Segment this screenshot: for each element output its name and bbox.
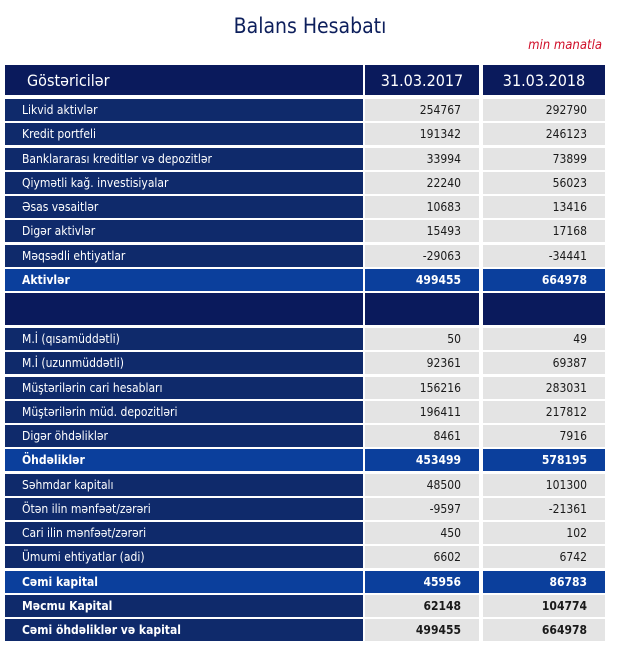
value-2018: 17168 — [483, 220, 605, 242]
table-row — [5, 522, 605, 544]
value-2017: 15493 — [365, 220, 479, 242]
row-label: Cəmi öhdəliklər və kapital — [5, 619, 363, 641]
value-2018: 664978 — [483, 619, 605, 641]
row-label: Ötən ilin mənfəət/zərəri — [5, 498, 363, 520]
value-2018: 56023 — [483, 172, 605, 194]
value-2018: 283031 — [483, 377, 605, 399]
value-2018: 217812 — [483, 401, 605, 423]
row-label: Öhdəliklər — [5, 449, 363, 471]
header-date-2017: 31.03.2017 — [365, 65, 479, 95]
value-2018: 86783 — [483, 571, 605, 593]
table-row — [5, 269, 605, 291]
value-2017: 156216 — [365, 377, 479, 399]
table-row — [5, 377, 605, 399]
page-title: Balans Hesabatı — [233, 14, 387, 38]
value-2017: 499455 — [365, 269, 479, 291]
row-label: Məqsədli ehtiyatlar — [5, 245, 363, 267]
value-2017: 48500 — [365, 474, 479, 496]
section-separator — [5, 293, 605, 325]
table-row — [5, 148, 605, 170]
table-row — [5, 619, 605, 641]
table-row — [5, 449, 605, 471]
value-2018: 73899 — [483, 148, 605, 170]
table-row — [5, 220, 605, 242]
table-row — [5, 425, 605, 447]
table-header — [5, 65, 605, 95]
table-row — [5, 498, 605, 520]
value-2017: 191342 — [365, 123, 479, 145]
unit-label: min manatla — [528, 38, 602, 53]
value-2017: 50 — [365, 328, 479, 350]
row-label: Cəmi kapital — [5, 571, 363, 593]
table-row — [5, 172, 605, 194]
value-2018: 104774 — [483, 595, 605, 617]
table-row — [5, 328, 605, 350]
row-label: Əsas vəsaitlər — [5, 196, 363, 218]
value-2018: 6742 — [483, 546, 605, 568]
row-label: Qiymətli kağ. investisiyalar — [5, 172, 363, 194]
value-2017: 453499 — [365, 449, 479, 471]
value-2017: 62148 — [365, 595, 479, 617]
row-label: Digər aktivlər — [5, 220, 363, 242]
row-label: Kredit portfeli — [5, 123, 363, 145]
row-label: Məcmu Kapital — [5, 595, 363, 617]
value-2017: 45956 — [365, 571, 479, 593]
value-2017: 33994 — [365, 148, 479, 170]
value-2017: 22240 — [365, 172, 479, 194]
row-label: Digər öhdəliklər — [5, 425, 363, 447]
value-2017: 450 — [365, 522, 479, 544]
value-2017: 6602 — [365, 546, 479, 568]
header-indicators: Göstəricilər — [5, 65, 363, 95]
row-label: Cari ilin mənfəət/zərəri — [5, 522, 363, 544]
row-label: Müştərilərin müd. depozitləri — [5, 401, 363, 423]
value-2018: 292790 — [483, 99, 605, 121]
table-row — [5, 474, 605, 496]
value-2018: 101300 — [483, 474, 605, 496]
value-2018: 102 — [483, 522, 605, 544]
header-date-2018: 31.03.2018 — [483, 65, 605, 95]
row-label: Səhmdar kapitalı — [5, 474, 363, 496]
value-2017: 499455 — [365, 619, 479, 641]
value-2017: 92361 — [365, 352, 479, 374]
row-label: M.İ (qısamüddətli) — [5, 328, 363, 350]
value-2017: 8461 — [365, 425, 479, 447]
value-2018: 49 — [483, 328, 605, 350]
table-row — [5, 595, 605, 617]
row-label: M.İ (uzunmüddətli) — [5, 352, 363, 374]
value-2018: 13416 — [483, 196, 605, 218]
value-2018: 7916 — [483, 425, 605, 447]
table-row — [5, 99, 605, 121]
value-2018: 69387 — [483, 352, 605, 374]
row-label: Aktivlər — [5, 269, 363, 291]
row-label: Ümumi ehtiyatlar (adi) — [5, 546, 363, 568]
value-2017: 196411 — [365, 401, 479, 423]
row-label: Müştərilərin cari hesabları — [5, 377, 363, 399]
value-2017: -29063 — [365, 245, 479, 267]
value-2018: -34441 — [483, 245, 605, 267]
table-row — [5, 401, 605, 423]
value-2018: 664978 — [483, 269, 605, 291]
balance-table — [5, 65, 605, 643]
row-label: Likvid aktivlər — [5, 99, 363, 121]
row-label: Banklararası kreditlər və depozitlər — [5, 148, 363, 170]
table-row — [5, 352, 605, 374]
value-2017: 254767 — [365, 99, 479, 121]
table-row — [5, 546, 605, 568]
table-row — [5, 571, 605, 593]
table-row — [5, 196, 605, 218]
value-2018: 578195 — [483, 449, 605, 471]
table-row — [5, 245, 605, 267]
value-2018: 246123 — [483, 123, 605, 145]
value-2017: -9597 — [365, 498, 479, 520]
value-2018: -21361 — [483, 498, 605, 520]
value-2017: 10683 — [365, 196, 479, 218]
table-row — [5, 123, 605, 145]
